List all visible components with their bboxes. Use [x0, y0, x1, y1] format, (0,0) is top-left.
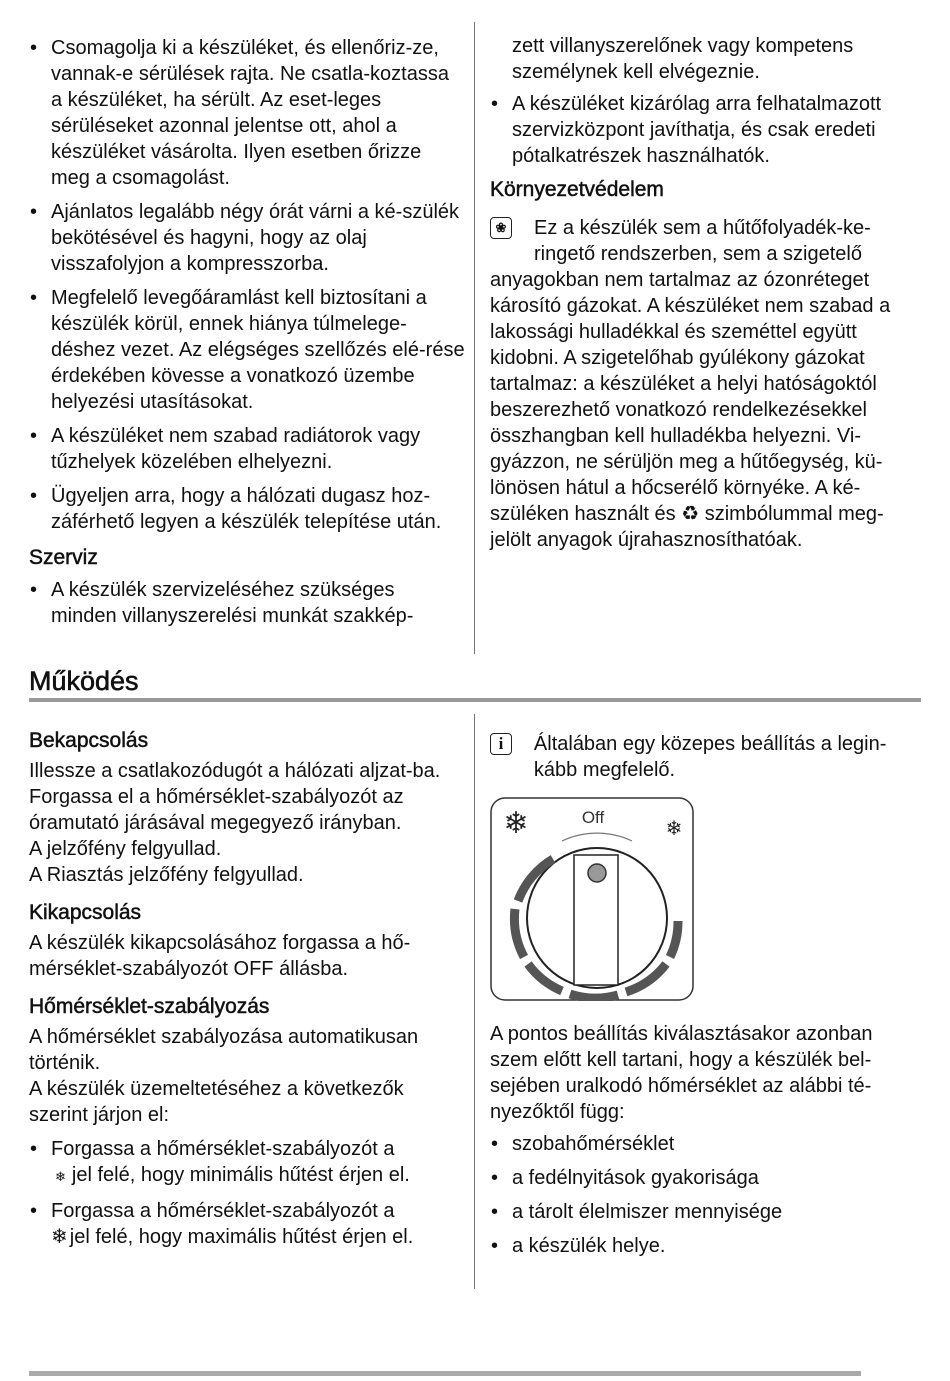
- footer-rule: [29, 1371, 861, 1376]
- switch-on-line: Forgassa el a hőmérséklet-szabályozót az óramutató járásával megegyező irányban.: [29, 786, 404, 834]
- continuation-text: zett villanyszerelőnek vagy kompetens személynek kell elvégeznie.: [512, 35, 854, 83]
- environment-heading: Környezetvédelem: [490, 178, 664, 201]
- list-item: • A készüléket kizárólag arra felhatalmazott szervizközpont javíthatja, és csak eredeti pótalkatrészek használhatók.: [490, 91, 922, 169]
- right-top-column: [490, 33, 922, 553]
- recycle-line-start: szüléken használt és: [490, 503, 676, 525]
- list-item: • A készülék szervizeléséhez szükséges minden villanyszerelési munkát szakkép-: [29, 577, 465, 629]
- left-top-column: [29, 35, 465, 637]
- snowflake-small-icon: ❄: [665, 816, 683, 840]
- installation-bullet-list: [29, 35, 465, 535]
- list-item: • Ügyeljen arra, hogy a hálózati dugasz hoz-záférhető legyen a készülék telepítése után.: [29, 483, 465, 535]
- recycle-icon: ♻: [681, 503, 700, 525]
- environment-text-first: Ez a készülék sem a hűtőfolyadék-ke-: [534, 217, 871, 239]
- info-text: Általában egy közepes beállítás a legin-kább megfelelő.: [533, 733, 887, 781]
- switch-on-line: A jelzőfény felgyullad.: [29, 838, 222, 860]
- left-bottom-column: [29, 728, 465, 1258]
- info-note: [490, 731, 922, 783]
- list-item: • szobahőmérséklet: [490, 1131, 922, 1157]
- right-bottom-column: [490, 731, 922, 1257]
- szerviz-bullet-list-cont: [490, 91, 922, 169]
- list-item: • Megfelelő levegőáramlást kell biztosítani a készülék körül, ennek hiánya túlmelege-déshez vezet. Az elégséges szellőzés elé-rése érdekében kövesse a vonatkozó üzembe helyezési utasításokat.: [29, 285, 465, 415]
- temp-bullet-2-end: jel felé, hogy maximális hűtést érjen el.: [69, 1226, 414, 1248]
- list-item: [29, 1198, 465, 1250]
- factors-paragraph: A pontos beállítás kiválasztásakor azonban szem előtt kell tartani, hogy a készülék bel-sejében uralkodó hőmérséklet az alábbi té-nyezőktől függ:: [490, 1023, 873, 1123]
- section-title: Működés: [29, 666, 139, 696]
- section-title-rule: [29, 698, 921, 702]
- list-item: • a tárolt élelmiszer mennyisége: [490, 1199, 922, 1225]
- environment-text-second: ringető rendszerben, sem a szigetelő: [534, 243, 862, 265]
- switch-off-text: A készülék kikapcsolásához forgassa a hő-mérséklet-szabályozót OFF állásba.: [29, 932, 411, 980]
- temp-bullet-2-start: Forgassa a hőmérséklet-szabályozót a: [51, 1200, 395, 1222]
- switch-on-heading: Bekapcsolás: [29, 729, 149, 752]
- column-divider-bottom: [474, 714, 475, 1289]
- snowflake-large-icon: ❄: [51, 1226, 68, 1248]
- temperature-heading: Hőmérséklet-szabályozás: [29, 995, 270, 1018]
- list-item: • Ajánlatos legalább négy órát várni a ké-szülék bekötésével és hagyni, hogy az olaj visszafolyjon a kompresszorba.: [29, 199, 465, 277]
- temperature-bullet-list: [29, 1136, 465, 1250]
- temp-bullet-1-end: jel felé, hogy minimális hűtést érjen el.: [71, 1164, 410, 1186]
- temperature-line: A készülék üzemeltetéséhez a következők szerint járjon el:: [29, 1078, 404, 1126]
- list-item: • Csomagolja ki a készüléket, és ellenőriz-ze, vannak-e sérülések rajta. Ne csatla-koztassa a készüléket, ha sérült. Az eset-leges sérüléseket azonnal jelentse ott, ahol a készüléket vásárolta. Ilyen esetben őrizze meg a csomagolást.: [29, 35, 465, 191]
- snowflake-small-icon: ❄: [55, 1169, 66, 1184]
- factors-block: [490, 1021, 922, 1267]
- environment-recycle-line: [490, 501, 922, 527]
- factors-list: [490, 1131, 922, 1259]
- thermostat-dial: [490, 797, 694, 1001]
- switch-on-line: Illessze a csatlakozódugót a hálózati aljzat-ba.: [29, 760, 441, 782]
- environment-text-last: jelölt anyagok újrahasznosíthatóak.: [490, 529, 803, 551]
- szerviz-bullet-list: [29, 577, 465, 629]
- list-item: • a fedélnyitások gyakorisága: [490, 1165, 922, 1191]
- list-item: • a készülék helye.: [490, 1233, 922, 1259]
- list-item: [29, 1136, 465, 1190]
- switch-off-heading: Kikapcsolás: [29, 901, 142, 924]
- environment-icon: ❀: [490, 217, 512, 239]
- recycle-line-end: szimbólummal meg-: [704, 503, 884, 525]
- column-divider-top: [474, 22, 475, 654]
- temperature-line: A hőmérséklet szabályozása automatikusan történik.: [29, 1026, 419, 1074]
- list-item: • A készüléket nem szabad radiátorok vagy tűzhelyek közelében elhelyezni.: [29, 423, 465, 475]
- environment-block: [490, 215, 922, 553]
- dial-off-label: Off: [581, 808, 605, 827]
- environment-text: anyagokban nem tartalmaz az ózonréteget károsító gázokat. A készüléket nem szabad a lakossági hulladékkal és szeméttel együtt kidobni. A szigetelőhab gyúlékony gázokat tartalmaz: a készüléket a helyi hatóságoktól beszerezhető vonatkozó rendelkezésekkel összhangban kell hulladékba helyezni. Vi-gyázzon, ne sérüljön meg a hűtőegység, kü-lönösen hátul a hőcserélő környéke. A ké-: [490, 269, 891, 499]
- info-icon: i: [490, 733, 512, 755]
- switch-on-line: A Riasztás jelzőfény felgyullad.: [29, 864, 304, 886]
- temp-bullet-1-start: Forgassa a hőmérséklet-szabályozót a: [51, 1138, 395, 1160]
- snowflake-large-icon: ❄: [503, 806, 529, 841]
- szerviz-heading: Szerviz: [29, 546, 98, 569]
